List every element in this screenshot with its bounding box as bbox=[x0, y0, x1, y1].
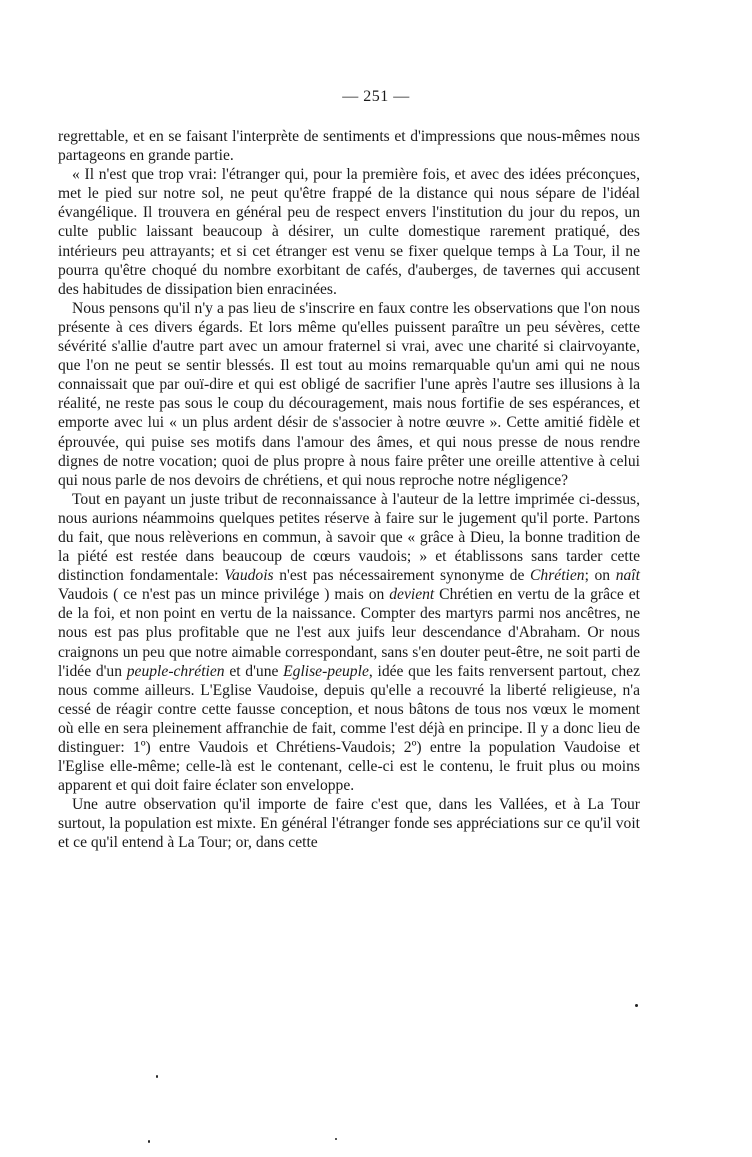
italic-text: Vaudois bbox=[224, 567, 274, 585]
text-segment: Vaudois ( ce n'est pas un mince privilége ) mais on bbox=[58, 586, 390, 604]
italic-text: peuple-chrétien bbox=[126, 662, 225, 680]
scan-speck bbox=[148, 1140, 150, 1143]
text-segment: Chrétien en vertu de la grâce et de la foi, et non point en vertu de la naissance. Compter des martyrs parmi nos ancêtres, ne nous est pas plus profitable que ne l'est aux juifs leur descendance d'Abraham. Or nous craignons un peu que notre aimable correspondant, sans s'en douter peut-être, ne soit parti de l'idée d'un bbox=[58, 586, 640, 680]
page-body-text bbox=[58, 127, 640, 853]
text-segment: ; on bbox=[584, 567, 616, 585]
text-segment: n'est pas nécessairement synonyme de bbox=[273, 567, 530, 585]
text-segment: Nous pensons qu'il n'y a pas lieu de s'inscrire en faux contre les observations que l'on nous présente à ces divers égards. Et lors même qu'elles puissent paraître un peu sévères, cette sévérité s'allie d'autre part avec un amour fraternel si vrai, avec une charité si clairvoyante, que l'on ne peut se sentir blessés. Il est tout au moins remarquable qu'un ami qui ne nous connaissait que par ouï-dire et qui est obligé de sacrifier l'une après l'autre ses illusions à la réalité, ne reste pas sous le coup du découragement, mais nous fortifie de ses espérances, et emporte avec lui « un plus ardent désir de s'associer à notre œuvre ». Cette amitié fidèle et éprouvée, qui puise ses motifs dans l'amour des âmes, et qui nous presse de nous rendre dignes de notre vocation; quoi de plus propre à nous faire prêter une oreille attentive à celui qui nous parle de nos devoirs de chrétiens, et qui nous reproche notre négligence? bbox=[58, 299, 640, 489]
paragraph bbox=[58, 490, 640, 796]
italic-text: Eglise-peuple bbox=[283, 662, 369, 680]
scan-speck bbox=[335, 1138, 337, 1140]
scan-speck bbox=[156, 1075, 158, 1078]
text-segment: regrettable, et en se faisant l'interprète de sentiments et d'impressions que nous-mêmes nous partageons en grande partie. bbox=[58, 128, 640, 165]
text-segment: et d'une bbox=[224, 662, 284, 680]
scan-speck bbox=[635, 1004, 638, 1007]
paragraph bbox=[58, 795, 640, 852]
paragraph bbox=[58, 299, 640, 490]
paragraph bbox=[58, 165, 640, 299]
italic-text: naît bbox=[615, 567, 640, 585]
italic-text: devient bbox=[389, 586, 435, 604]
italic-text: Chrétien bbox=[530, 567, 585, 585]
paragraph bbox=[58, 127, 640, 165]
text-segment: « Il n'est que trop vrai: l'étranger qui, pour la première fois, et avec des idées préconçues, met le pied sur notre sol, ne peut qu'être frappé de la distance qui nous sépare de l'idéal évangélique. Il trouvera en général peu de respect envers l'institution du jour du repos, un culte public laissant beaucoup à désirer, un culte domestique rarement pratiqué, des intérieurs peu attrayants; et si cet étranger est venu se fixer quelque temps à La Tour, il ne pourra qu'être choqué du nombre exorbitant de cafés, d'auberges, de tavernes qui accusent des habitudes de dissipation bien enracinées. bbox=[58, 166, 640, 298]
text-segment: Une autre observation qu'il importe de faire c'est que, dans les Vallées, et à La Tour surtout, la population est mixte. En général l'étranger fonde ses appréciations sur ce qu'il voit et ce qu'il entend à La Tour; or, dans cette bbox=[58, 796, 640, 852]
page-number: — 251 — bbox=[342, 88, 410, 105]
text-segment: , idée que les faits renversent partout, chez nous comme ailleurs. L'Eglise Vaudoise, depuis qu'elle a recouvré la liberté religieuse, n'a cessé de réagir contre cette fausse conception, et nous bâtons de tous nos vœux le moment où elle en sera pleinement affranchie de fait, comme l'est déjà en principe. Il y a donc lieu de distinguer: 1º) entre Vaudois et Chrétiens-Vaudois; 2º) entre la population Vaudoise et l'Eglise elle-même; celle-là est le contenant, celle-ci est le contenu, le fruit plus ou moins apparent et qui doit faire éclater son enveloppe. bbox=[58, 662, 640, 795]
text-segment: Tout en payant un juste tribut de reconnaissance à l'auteur de la lettre imprimée ci-dessus, nous aurions néammoins quelques petites réserve à faire sur le jugement qu'il porte. Partons du fait, que nous relèverions en commun, à savoir que « grâce à Dieu, la bonne tradition de la piété est restée dans beaucoup de cœurs vaudois; » et établissons sans tarder cette distinction fondamentale: bbox=[58, 490, 640, 585]
